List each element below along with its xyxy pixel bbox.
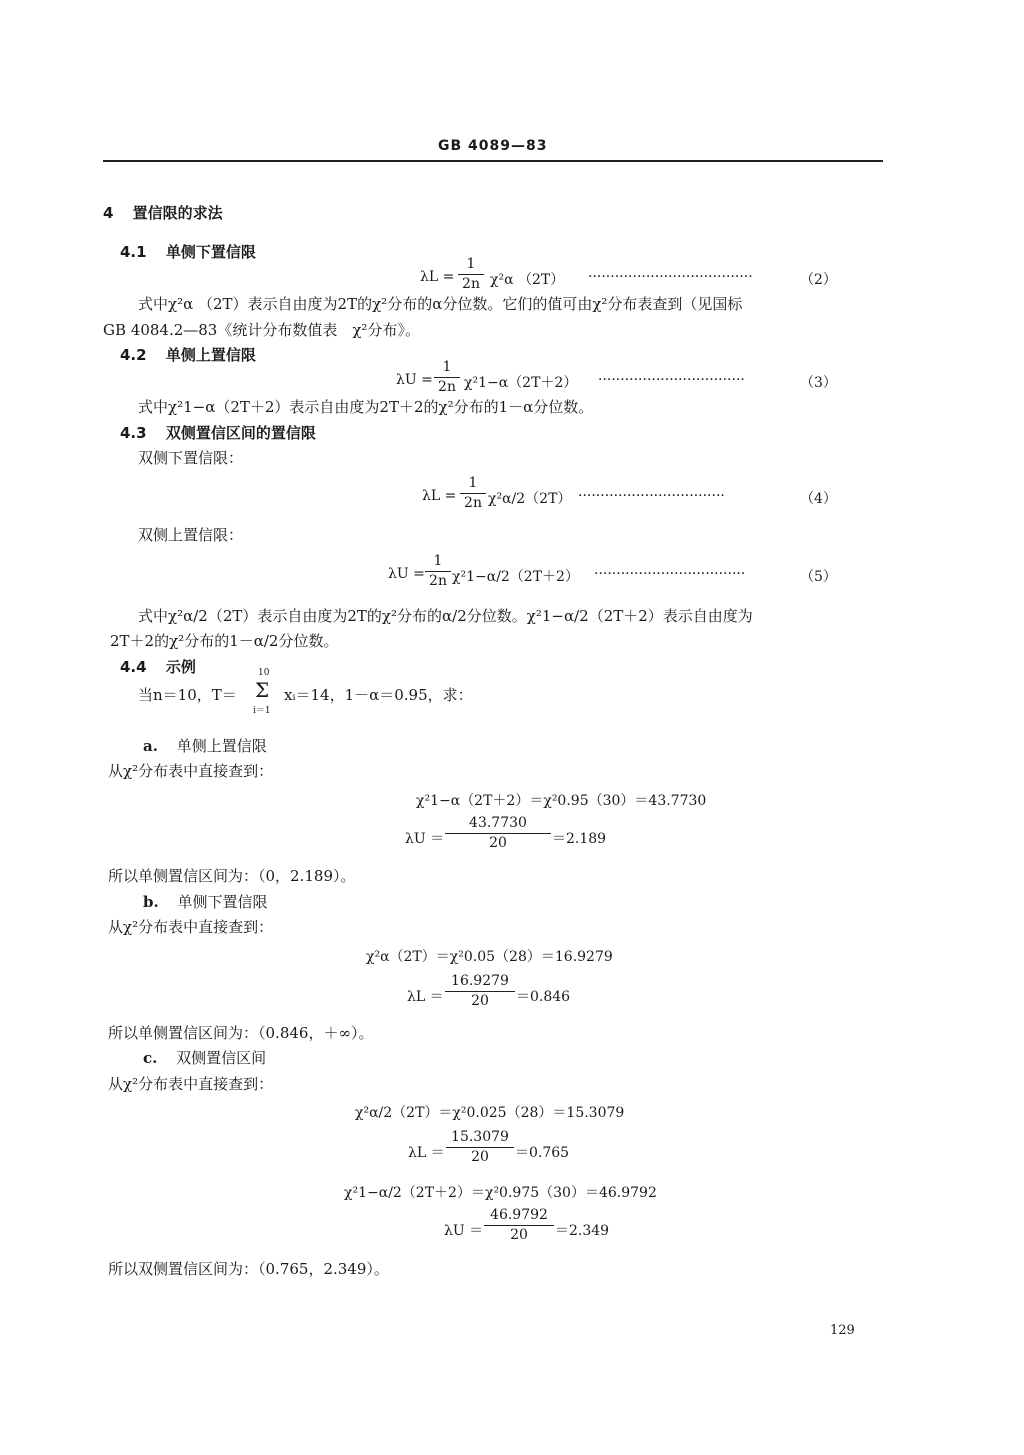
item-label: b. bbox=[143, 893, 159, 911]
subsection-title: 示例 bbox=[165, 658, 196, 676]
document-header: GB 4089—83 bbox=[438, 138, 548, 154]
example-c-calc-2: χ²1−α/2（2T＋2）＝χ²0.975（30）＝46.9792 bbox=[344, 1185, 657, 1201]
equation-number: （3） bbox=[800, 375, 837, 391]
subsection-4-2-heading bbox=[120, 344, 256, 365]
given-prefix: 当n＝10，T＝ bbox=[138, 686, 237, 704]
item-title: 单侧上置信限 bbox=[176, 737, 267, 755]
fraction-denominator: 20 bbox=[471, 993, 489, 1009]
example-a-lookup: 从χ²分布表中直接查到： bbox=[108, 762, 274, 780]
section-4-heading bbox=[103, 202, 223, 223]
example-c-conclusion: 所以双侧置信区间为：（0.765，2.349）。 bbox=[108, 1260, 389, 1278]
example-c-lambda-upper: λU ＝ bbox=[444, 1223, 484, 1239]
subsection-title: 双侧置信区间的置信限 bbox=[165, 424, 316, 442]
subsection-title: 单侧上置信限 bbox=[165, 346, 256, 364]
paragraph-4-3-lower-label: 双侧下置信限： bbox=[138, 449, 244, 467]
equation-fraction bbox=[434, 359, 460, 396]
section-title: 置信限的求法 bbox=[132, 204, 223, 222]
fraction-denominator: 2n bbox=[429, 573, 447, 589]
subsection-number: 4.2 bbox=[120, 346, 147, 364]
equation-rhs: χ²α （2T） bbox=[490, 272, 565, 288]
equation-fraction bbox=[458, 256, 484, 293]
paragraph-4-1-line-2: GB 4084.2—83《统计分布数值表 χ²分布》。 bbox=[103, 321, 420, 339]
paragraph-4-2: 式中χ²1−α（2T＋2）表示自由度为2T＋2的χ²分布的1－α分位数。 bbox=[138, 398, 594, 416]
example-a-heading bbox=[143, 735, 267, 756]
example-c-lookup: 从χ²分布表中直接查到： bbox=[108, 1075, 274, 1093]
equation-leader-dots: ····································· bbox=[588, 269, 753, 285]
example-b-conclusion: 所以单侧置信区间为：（0.846，＋∞）。 bbox=[108, 1024, 374, 1042]
example-c-fraction-lower bbox=[446, 1129, 514, 1166]
equation-fraction bbox=[460, 475, 486, 512]
equation-rhs: χ²α/2（2T） bbox=[488, 491, 572, 507]
page-number: 129 bbox=[830, 1323, 855, 1338]
example-b-calc: χ²α（2T）＝χ²0.05（28）＝16.9279 bbox=[366, 949, 613, 965]
example-a-result: ＝2.189 bbox=[552, 831, 607, 847]
example-b-fraction bbox=[445, 973, 515, 1010]
subsection-number: 4.4 bbox=[120, 658, 147, 676]
equation-number: （2） bbox=[800, 272, 837, 288]
example-c-result-lower: ＝0.765 bbox=[515, 1145, 570, 1161]
equation-lhs: λU = bbox=[396, 372, 433, 388]
fraction-numerator: 1 bbox=[433, 553, 443, 569]
example-c-heading bbox=[143, 1047, 266, 1068]
subsection-4-4-heading bbox=[120, 656, 196, 677]
equation-leader-dots: ·································· bbox=[594, 566, 746, 582]
equation-lhs: λU = bbox=[388, 566, 425, 582]
fraction-denominator: 20 bbox=[489, 835, 507, 851]
fraction-denominator: 2n bbox=[438, 379, 456, 395]
equation-leader-dots: ································· bbox=[598, 372, 745, 388]
equation-lhs: λL = bbox=[420, 269, 455, 285]
fraction-numerator: 1 bbox=[442, 359, 452, 375]
equation-number: （5） bbox=[800, 569, 837, 585]
paragraph-4-1-line-1: 式中χ²α （2T）表示自由度为2T的χ²分布的α分位数。它们的值可由χ²分布表查到（见国标 bbox=[138, 295, 743, 313]
summation-sign: Σ bbox=[255, 678, 270, 702]
example-c-calc-1: χ²α/2（2T）＝χ²0.025（28）＝15.3079 bbox=[355, 1105, 625, 1121]
paragraph-4-3-line-2: 2T＋2的χ²分布的1－α/2分位数。 bbox=[110, 632, 339, 650]
fraction-numerator: 1 bbox=[466, 256, 476, 272]
subsection-number: 4.3 bbox=[120, 424, 147, 442]
paragraph-4-3-line-1: 式中χ²α/2（2T）表示自由度为2T的χ²分布的α/2分位数。χ²1−α/2（2T＋2）表示自由度为 bbox=[138, 607, 753, 625]
subsection-title: 单侧下置信限 bbox=[165, 243, 256, 261]
equation-rhs: χ²1−α（2T＋2） bbox=[464, 375, 578, 391]
item-title: 单侧下置信限 bbox=[177, 893, 268, 911]
section-number: 4 bbox=[103, 204, 114, 222]
example-b-heading bbox=[143, 891, 268, 912]
fraction-numerator: 46.9792 bbox=[490, 1207, 548, 1223]
summation-lower-limit: i＝1 bbox=[253, 706, 271, 716]
given-suffix: xᵢ＝14，1－α＝0.95，求： bbox=[284, 686, 473, 704]
example-b-result: ＝0.846 bbox=[516, 989, 571, 1005]
example-c-lambda-lower: λL ＝ bbox=[408, 1145, 445, 1161]
paragraph-4-3-upper-label: 双侧上置信限： bbox=[138, 526, 244, 544]
subsection-number: 4.1 bbox=[120, 243, 147, 261]
example-a-fraction bbox=[445, 815, 551, 852]
subsection-4-3-heading bbox=[120, 422, 316, 443]
fraction-denominator: 2n bbox=[462, 276, 480, 292]
item-label: a. bbox=[143, 737, 158, 755]
fraction-denominator: 20 bbox=[510, 1227, 528, 1243]
example-c-result-upper: ＝2.349 bbox=[555, 1223, 610, 1239]
fraction-numerator: 16.9279 bbox=[451, 973, 509, 989]
item-title: 双侧置信区间 bbox=[176, 1049, 267, 1067]
example-a-lambda: λU ＝ bbox=[405, 831, 445, 847]
example-b-lookup: 从χ²分布表中直接查到： bbox=[108, 918, 274, 936]
equation-rhs: χ²1−α/2（2T＋2） bbox=[452, 569, 579, 585]
example-b-lambda: λL ＝ bbox=[407, 989, 444, 1005]
fraction-numerator: 1 bbox=[468, 475, 478, 491]
equation-fraction bbox=[425, 553, 451, 590]
equation-leader-dots: ································· bbox=[578, 488, 725, 504]
equation-number: （4） bbox=[800, 491, 837, 507]
fraction-denominator: 20 bbox=[471, 1149, 489, 1165]
equation-lhs: λL = bbox=[422, 488, 457, 504]
example-a-conclusion: 所以单侧置信区间为：（0，2.189）。 bbox=[108, 867, 356, 885]
example-a-calc: χ²1−α（2T＋2）＝χ²0.95（30）＝43.7730 bbox=[416, 793, 707, 809]
fraction-denominator: 2n bbox=[464, 495, 482, 511]
fraction-numerator: 15.3079 bbox=[451, 1129, 509, 1145]
subsection-4-1-heading bbox=[120, 241, 256, 262]
example-c-fraction-upper bbox=[484, 1207, 554, 1244]
summation-upper-limit: 10 bbox=[258, 668, 270, 678]
item-label: c. bbox=[143, 1049, 158, 1067]
header-rule bbox=[103, 160, 883, 162]
fraction-numerator: 43.7730 bbox=[469, 815, 527, 831]
